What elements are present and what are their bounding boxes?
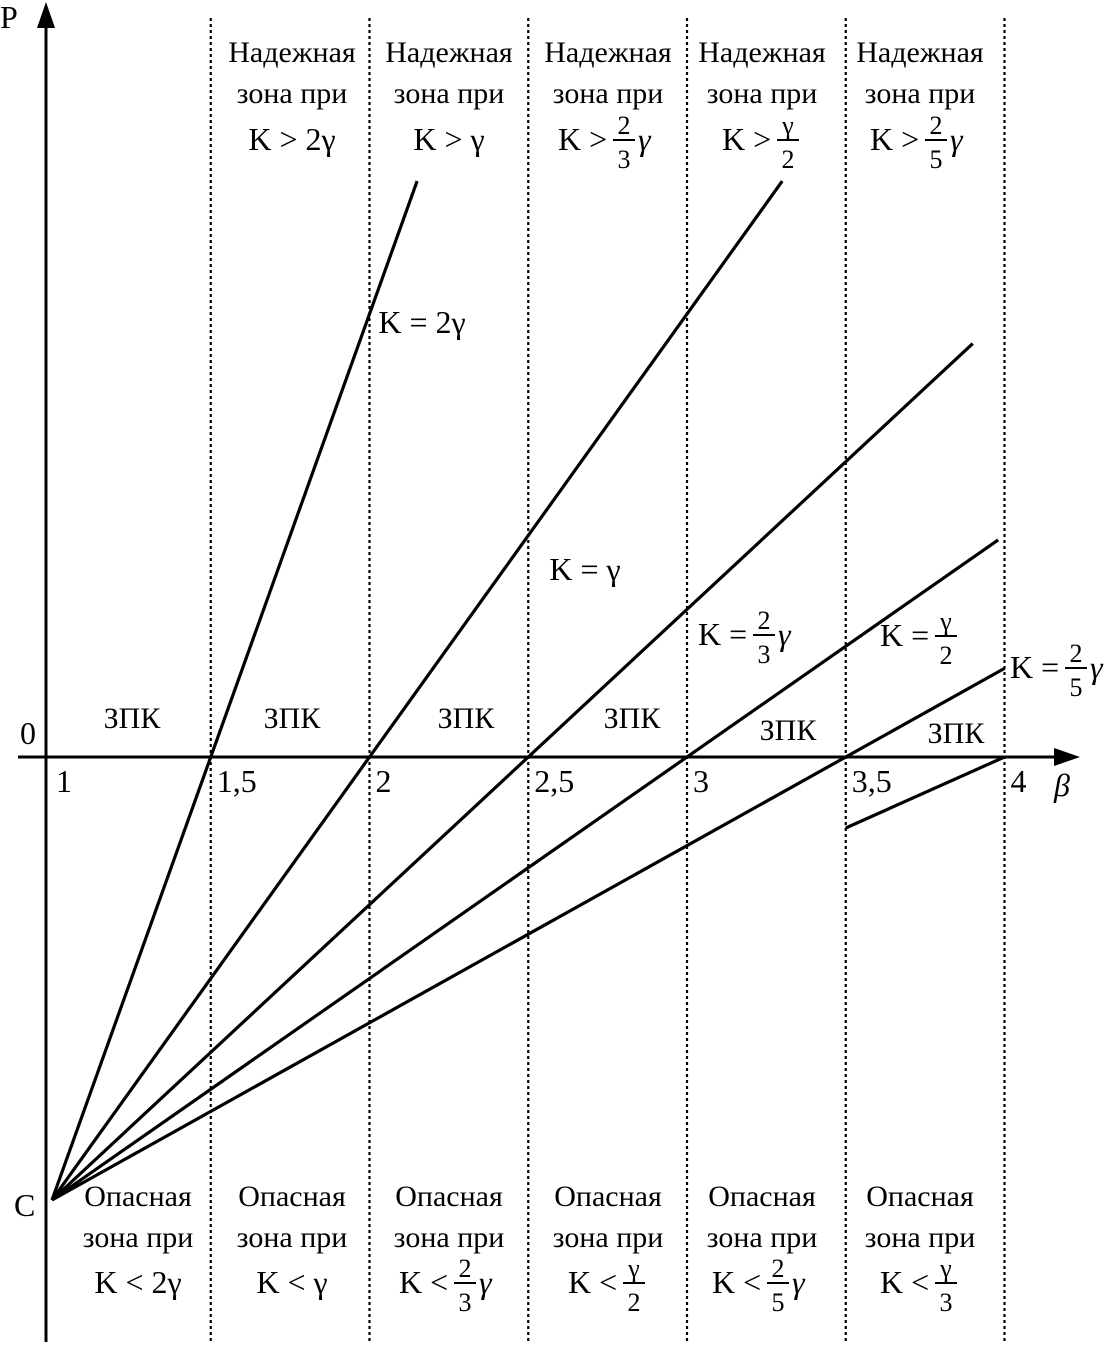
danger-zone-cond	[712, 1254, 806, 1317]
c-point-label: C	[14, 1187, 36, 1223]
x-axis-label: β	[1054, 767, 1070, 803]
zpk-label: ЗПК	[263, 702, 321, 735]
safe-zone-cond	[413, 121, 484, 157]
safe-zone-cond-lead: K >	[870, 121, 920, 157]
safe-zone-cond-den: 3	[617, 145, 631, 174]
series-label-den: 2	[939, 641, 953, 670]
danger-zone-cond-lead: K <	[712, 1264, 762, 1300]
danger-zone-cond-den: 5	[771, 1288, 785, 1317]
safe-zone-cond-num: γ	[782, 111, 794, 140]
safe-zone-cond	[558, 111, 652, 174]
series-label-tail: γ	[1090, 649, 1103, 685]
danger-zone-cond-text: K < 2γ	[94, 1264, 182, 1300]
safe-zone-label	[544, 36, 672, 174]
danger-zone-cond	[880, 1254, 957, 1317]
series-label-num: 2	[757, 606, 771, 635]
danger-zone-label	[83, 1180, 194, 1300]
series-label-text: K = γ	[549, 551, 621, 587]
danger-zone-head: Опасная	[238, 1180, 346, 1213]
safe-zone-head: Надежная	[228, 36, 356, 69]
zpk-label: ЗПК	[759, 714, 817, 747]
safe-zone-cond-den: 2	[781, 145, 795, 174]
danger-zone-cond-den: 3	[458, 1288, 472, 1317]
danger-zone-cond-lead: K <	[399, 1264, 449, 1300]
safe-zone-cond	[248, 121, 335, 157]
safe-zone-label	[385, 36, 513, 157]
series-label-lead: K =	[698, 616, 748, 652]
danger-zone-head: Опасная	[708, 1180, 816, 1213]
danger-zone-label	[394, 1180, 505, 1317]
zpk-label: ЗПК	[927, 717, 985, 750]
danger-zone-cond-den: 2	[627, 1288, 641, 1317]
safe-zone-cond-text: K > 2γ	[248, 121, 336, 157]
series-line	[52, 668, 1005, 1200]
danger-zone-sub: зона при	[864, 1221, 976, 1254]
safe-zone-head: Надежная	[698, 36, 826, 69]
danger-zone-cond-lead: K <	[880, 1264, 930, 1300]
safe-zone-label	[228, 36, 356, 157]
x-tick-label: 3	[693, 763, 709, 799]
origin-label: 0	[20, 715, 36, 751]
danger-zone-cond	[256, 1264, 327, 1300]
x-tick-label: 4	[1010, 763, 1027, 799]
safe-zone-label	[698, 36, 826, 174]
danger-zone-cond	[94, 1264, 181, 1300]
safe-zone-head: Надежная	[544, 36, 672, 69]
series-label	[1010, 639, 1104, 702]
danger-zone-cond-num: γ	[940, 1254, 952, 1283]
danger-zone-label	[237, 1180, 348, 1300]
danger-zone-label	[865, 1180, 976, 1317]
series-label-den: 5	[1069, 673, 1083, 702]
danger-zone-cond-den: 3	[939, 1288, 953, 1317]
safe-zone-cond-tail: γ	[950, 121, 963, 157]
safe-zone-sub: зона при	[706, 77, 818, 110]
x-tick-label: 1,5	[216, 763, 257, 799]
y-axis-arrow	[37, 2, 55, 28]
series-label	[698, 606, 792, 669]
danger-zone-cond-tail: γ	[792, 1264, 805, 1300]
danger-zone-sub: зона при	[552, 1221, 664, 1254]
danger-zone-sub: зона при	[236, 1221, 348, 1254]
safe-zone-sub: зона при	[864, 77, 976, 110]
danger-zone-cond-num: 2	[771, 1254, 785, 1283]
danger-zone-sub: зона при	[706, 1221, 818, 1254]
series-label-den: 3	[757, 640, 771, 669]
danger-zone-cond	[568, 1254, 645, 1317]
safe-zone-cond-num: 2	[617, 111, 631, 140]
x-axis-arrow	[1054, 748, 1080, 766]
safe-zone-cond-lead: K >	[722, 121, 772, 157]
safe-zone-head: Надежная	[856, 36, 984, 69]
series-line	[52, 540, 998, 1200]
series-label	[880, 607, 957, 670]
safe-zone-cond	[722, 111, 799, 174]
y-axis-label: P	[0, 0, 18, 35]
series-label	[378, 304, 465, 340]
series-line	[52, 344, 973, 1200]
safe-zone-cond-lead: K >	[558, 121, 608, 157]
safe-zone-sub: зона при	[552, 77, 664, 110]
danger-zone-head: Опасная	[866, 1180, 974, 1213]
series-label-tail: γ	[778, 616, 791, 652]
danger-zone-cond-lead: K <	[568, 1264, 618, 1300]
safe-zone-cond-den: 5	[929, 145, 943, 174]
zpk-label: ЗПК	[437, 702, 495, 735]
series-label-num: 2	[1069, 639, 1083, 668]
safe-zone-cond-text: K > γ	[413, 121, 485, 157]
series-label-lead: K =	[1010, 649, 1060, 685]
danger-zone-cond-num: γ	[628, 1254, 640, 1283]
danger-zone-sub: зона при	[82, 1221, 194, 1254]
danger-zone-cond-tail: γ	[479, 1264, 492, 1300]
x-tick-label: 3,5	[851, 763, 892, 799]
safe-zone-head: Надежная	[385, 36, 513, 69]
danger-zone-label	[707, 1180, 818, 1317]
x-tick-label: 2,5	[534, 763, 575, 799]
series-line	[52, 181, 417, 1200]
safe-zone-cond-num: 2	[929, 111, 943, 140]
danger-zone-head: Опасная	[554, 1180, 662, 1213]
safe-zone-label	[856, 36, 984, 174]
danger-zone-cond	[399, 1254, 493, 1317]
series-label-num: γ	[940, 607, 952, 636]
danger-zone-label	[553, 1180, 664, 1317]
danger-zone-head: Опасная	[395, 1180, 503, 1213]
series-label-text: K = 2γ	[378, 304, 466, 340]
x-tick-label: 2	[375, 763, 392, 799]
zpk-label: ЗПК	[603, 702, 661, 735]
series-label-lead: K =	[880, 617, 930, 653]
safe-zone-cond	[870, 111, 964, 174]
danger-zone-cond-num: 2	[458, 1254, 472, 1283]
danger-zone-sub: зона при	[393, 1221, 505, 1254]
x-tick-label: 1	[56, 763, 72, 799]
danger-zone-head: Опасная	[84, 1180, 192, 1213]
series-label	[549, 551, 620, 587]
danger-zone-cond-text: K < γ	[256, 1264, 328, 1300]
safe-zone-cond-tail: γ	[638, 121, 651, 157]
zpk-label: ЗПК	[103, 702, 161, 735]
safe-zone-sub: зона при	[393, 77, 505, 110]
safe-zone-sub: зона при	[236, 77, 348, 110]
